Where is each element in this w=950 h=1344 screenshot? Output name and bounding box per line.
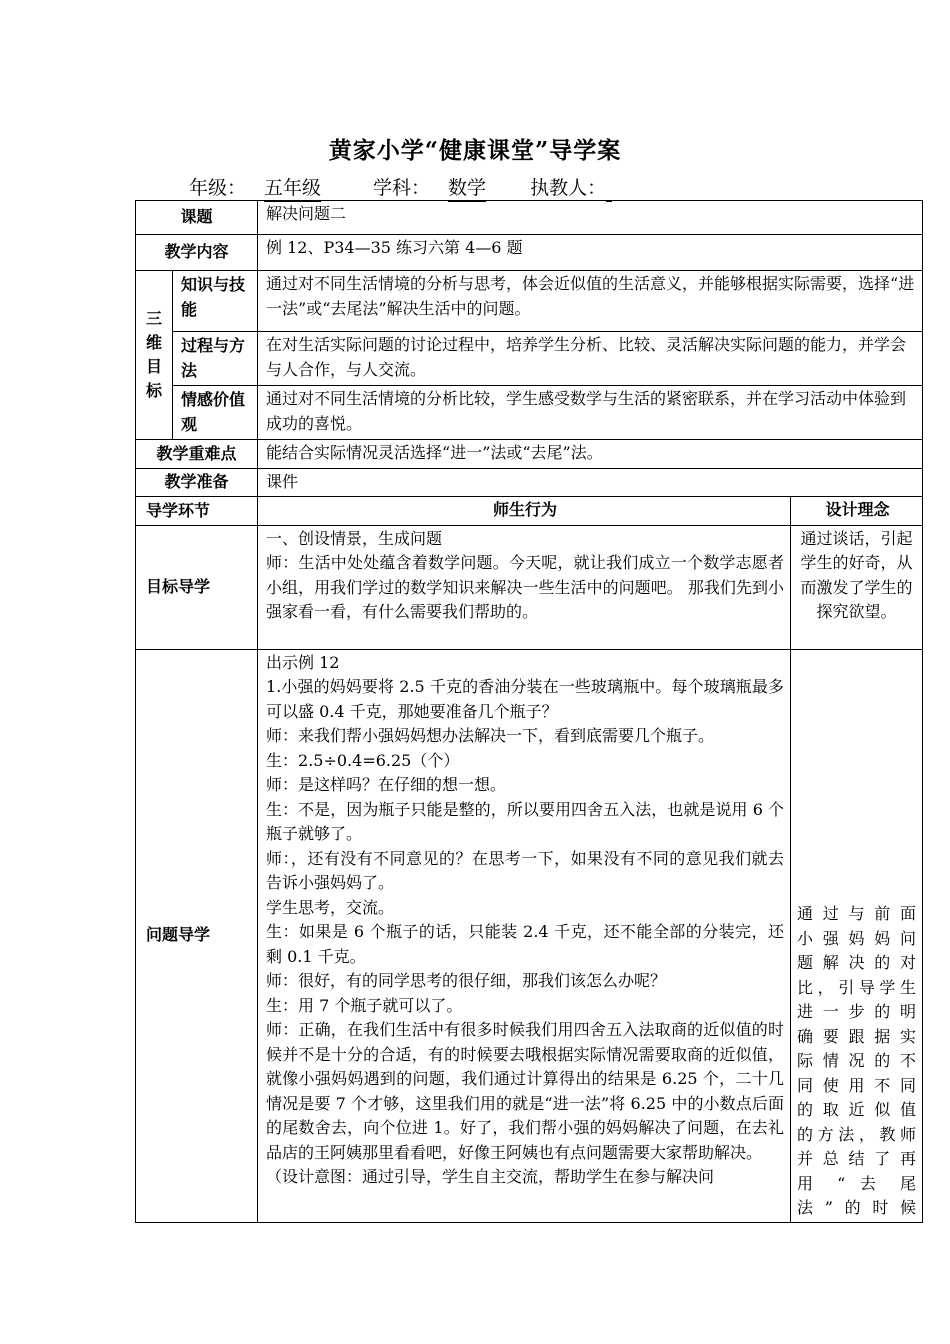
dialogue-line: 学生思考，交流。 xyxy=(266,897,395,917)
prep-value: 课件 xyxy=(258,468,923,497)
process-label: 过程与方法 xyxy=(173,332,258,386)
dialogue-line: 生：如果是 6 个瓶子的话，只能装 2.4 千克，还不能全部的分装完，还剩 0.1 千克。 xyxy=(266,922,785,966)
sanwei-label: 三 维 目 标 xyxy=(136,271,173,440)
dialogue-line: 师：正确，在我们生活中有很多时候我们用四舍五入法取商的近似值的时候并不是十分的合适，有的时候要去哦根据实际情况需要取商的近似值，就像小强妈妈遇到的问题，我们通过计算得出的结果是 6.25 个，二十几情况是要 7 个才够，这里我们用的就是“进一法”将 6.25 中的小数点后面的尾数舍去，向个位进 1。好了，我们帮小强的妈妈解决了问题，在去礼品店的王阿姨那里看看吧，好像王阿姨也有点问题需要大家帮助解决。 xyxy=(266,1020,785,1162)
document-title: 黄家小学“健康课堂”导学案 xyxy=(328,137,622,164)
header-line xyxy=(189,173,612,202)
key-value: 能结合实际情况灵活选择“进一”法或“去尾”法。 xyxy=(258,440,923,469)
grade-label: 年级： xyxy=(189,177,247,199)
dialogue-line: 师：来我们帮小强妈妈想办法解决一下，看到底需要几个瓶子。 xyxy=(266,726,715,745)
section-problem-row xyxy=(136,649,923,1222)
section-problem-content xyxy=(258,649,791,1222)
dialogue-line: 生：用 7 个瓶子就可以了。 xyxy=(266,995,463,1015)
section-target-content xyxy=(258,525,791,649)
col-header-stage: 导学环节 xyxy=(136,497,258,526)
dialogue-line: 生：2.5÷0.4=6.25（个） xyxy=(266,750,460,770)
dialogue-line: 师：是这样吗？在仔细的想一想。 xyxy=(266,775,507,794)
dialogue-line: 师：很好，有的同学思考的很仔细，那我们该怎么办呢？ xyxy=(266,971,667,990)
dialogue-line: 出示例 12 xyxy=(266,652,340,672)
grade-value: 五年级 xyxy=(264,173,321,202)
section-problem-design: 通过与前面 小强妈妈问 题解决的对 比，引导学生 进一步的明 确要跟据实 际情况的不 同使用不同 的取近似值 的方法，教师 并总结了再 用 “ 去 尾 法”的时候 xyxy=(791,649,923,1222)
content-label: 教学内容 xyxy=(136,235,258,271)
process-value: 在对生活实际问题的讨论过程中，培养学生分析、比较、灵活解决实际问题的能力，并学会与人合作，与人交流。 xyxy=(258,332,923,386)
subject-value: 数学 xyxy=(448,173,486,202)
section-target-design: 通过谈话，引起学生的好奇，从而激发了学生的探究欲望。 xyxy=(791,525,923,649)
knowledge-row xyxy=(136,271,923,332)
section-target-label: 目标导学 xyxy=(136,525,258,649)
dialogue-line: （设计意图：通过引导，学生自主交流，帮助学生在参与解决问 xyxy=(266,1167,715,1186)
column-header-row xyxy=(136,497,923,526)
emotion-row xyxy=(136,386,923,440)
col-header-design: 设计理念 xyxy=(791,497,923,526)
emotion-value: 通过对不同生活情境的分析比较，学生感受数学与生活的紧密联系，并在学习活动中体验到成功的喜悦。 xyxy=(258,386,923,440)
content-value: 例 12、P34—35 练习六第 4—6 题 xyxy=(258,235,923,271)
knowledge-label: 知识与技能 xyxy=(173,271,258,332)
topic-row xyxy=(136,201,923,235)
content-row xyxy=(136,235,923,271)
prep-row xyxy=(136,468,923,497)
dialogue-line: 生：不是，因为瓶子只能是整的，所以要用四舍五入法，也就是说用 6 个瓶子就够了。 xyxy=(266,799,785,843)
subject-label: 学科： xyxy=(373,177,431,199)
section-target-line: 师：生活中处处蕴含着数学问题。今天呢，就让我们成立一个数学志愿者小组，用我们学过的数学知识来解决一些生活中的问题吧。 那我们先到小强家看一看，有什么需要我们帮助的。 xyxy=(266,553,785,621)
dialogue-line: 1.小强的妈妈要将 2.5 千克的香油分装在一些玻璃瓶中。每个玻璃瓶最多可以盛 0.4 千克，那她要准备几个瓶子？ xyxy=(266,677,785,721)
topic-value: 解决问题二 xyxy=(258,201,923,235)
dialogue-line: 师：，还有没有不同意见的？在思考一下，如果没有不同的意见我们就去告诉小强妈妈了。 xyxy=(266,848,785,892)
prep-label: 教学准备 xyxy=(136,468,258,497)
knowledge-value: 通过对不同生活情境的分析与思考，体会近似值的生活意义，并能够根据实际需要，选择“进一法”或“去尾法”解决生活中的问题。 xyxy=(258,271,923,332)
key-label: 教学重难点 xyxy=(136,440,258,469)
section-target-row xyxy=(136,525,923,649)
section-target-line: 一、创设情景，生成问题 xyxy=(266,528,443,548)
col-header-activity: 师生行为 xyxy=(258,497,791,526)
teacher-label: 执教人： xyxy=(530,177,607,199)
process-row xyxy=(136,332,923,386)
key-row xyxy=(136,440,923,469)
section-problem-label: 问题导学 xyxy=(136,649,258,1222)
emotion-label: 情感价值观 xyxy=(173,386,258,440)
topic-label: 课题 xyxy=(136,201,258,235)
lesson-plan-table xyxy=(135,200,923,1223)
